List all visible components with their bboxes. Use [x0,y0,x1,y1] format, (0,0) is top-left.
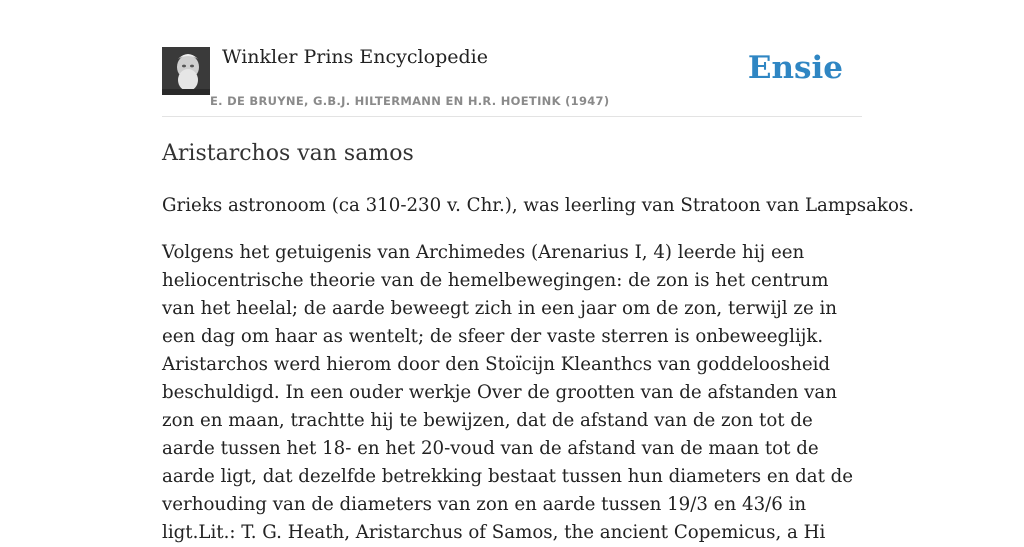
page [162,0,915,543]
site-title[interactable]: Winkler Prins Encyclopedie [222,46,488,68]
portrait-photo-icon [162,47,210,95]
article-title: Aristarchos van samos [162,141,414,166]
article-paragraph: Grieks astronoom (ca 310-230 v. Chr.), was leerling van Stratoon van Lampsakos. [162,195,915,216]
byline: E. DE BRUYNE, G.B.J. HILTERMANN EN H.R. HOETINK (1947) [210,94,610,108]
brand-logo[interactable]: Ensie [747,50,843,86]
article-paragraph: Volgens het getuigenis van Archimedes (Arenarius I, 4) leerde hij een heliocentrische theorie van de hemelbewegingen: de zon is het centrum van het heelal; de aarde beweegt zich in een jaar om de zon, terwijl ze in een dag om haar as wentelt; de sfeer der vaste sterren is onbeweeglijk. Aristarchos werd hierom door den Stoïcijn Kleanthcs van goddeloosheid beschuldigd. In een ouder werkje Over de grootten van de afstanden van zon en maan, trachtte hij te bewijzen, dat de afstand van de zon tot de aarde tussen het 18- en het 20-voud van de afstand van de maan tot de aarde ligt, dat dezelfde betrekking bestaat tussen hun diameters en dat de verhouding van de diameters van zon en aarde tussen 19/3 en 43/6 in ligt.Lit.: T. G. Heath, Aristarchus of Samos, the ancient Copemicus, a Hi [162,242,854,543]
site-header [162,0,862,117]
avatar [162,47,210,95]
